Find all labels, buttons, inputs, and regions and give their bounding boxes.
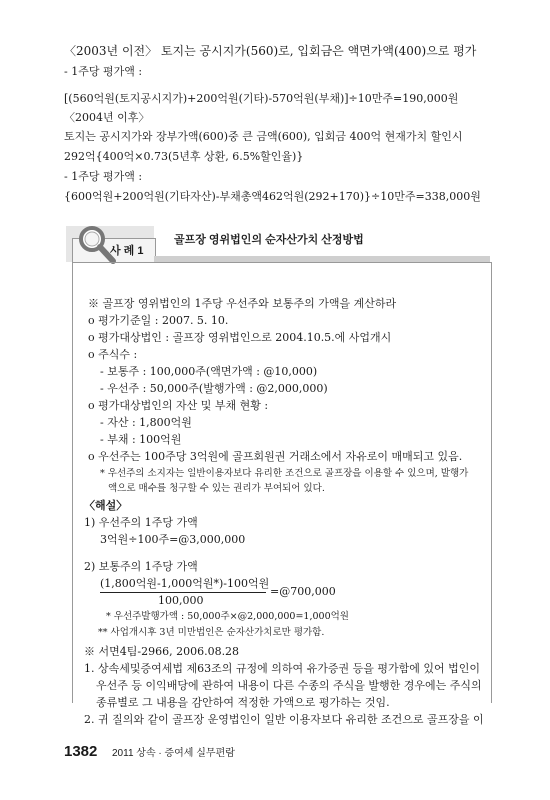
- valuation-label: - 1주당 평가액 :: [64, 170, 143, 183]
- footnote: * 우선주발행가액 : 50,000주×@2,000,000=1,000억원: [106, 611, 349, 622]
- case-fact: - 부채 : 100억원: [100, 433, 182, 446]
- ruling-text: 2. 귀 질의와 같이 골프장 운영법인이 일반 이용자보다 유리한 조건으로 골프장을 이: [84, 713, 484, 726]
- case-fact: - 보통주 : 100,000주(액면가액 : @10,000): [100, 365, 318, 378]
- case-title: 골프장 영위법인의 순자산가치 산정방법: [174, 234, 364, 246]
- case-note: * 우선주의 소지자는 일반이용자보다 유리한 조건으로 골프장을 이용할 수 있으며, 발행가: [100, 468, 469, 479]
- fraction-numerator: (1,800억원-1,000억원*)-100억원: [100, 577, 270, 590]
- case-fact: o 평가기준일 : 2007. 5. 10.: [88, 314, 229, 327]
- solution-heading: 〈해설〉: [84, 499, 128, 512]
- valuation-formula: {600억원+200억원(기타자산)-부채총액462억원(292+170)}÷10만주=338,000원: [64, 190, 481, 203]
- body-text: 292억{400억×0.73(5년후 상환, 6.5%할인율)}: [64, 150, 304, 163]
- case-fact: o 우선주는 100주당 3억원에 골프회원권 거래소에서 자유로이 매매되고 있음.: [88, 450, 463, 463]
- page-number: 1382: [64, 743, 98, 760]
- book-title: 2011 상속 · 증여세 실무편람: [112, 748, 235, 759]
- valuation-label: - 1주당 평가액 :: [64, 65, 143, 78]
- ruling-text: 종류별로 그 내용을 감안하여 적정한 가액으로 평가하는 것임.: [96, 696, 390, 709]
- fraction-bar: [100, 592, 266, 593]
- body-text: 토지는 공시지가와 장부가액(600)중 큰 금액(600), 입회금 400억 현재가치 할인시: [64, 130, 463, 143]
- period-heading-after-2004: 〈2004년 이후〉: [64, 111, 150, 124]
- case-label: 사 례 1: [110, 245, 144, 257]
- ruling-text: 우선주 등 이익배당에 관하여 내용이 다른 수종의 주식을 발행한 경우에는 주식의: [96, 679, 482, 692]
- case-question: ※ 골프장 영위법인의 1주당 우선주와 보통주의 가액을 계산하라: [88, 297, 397, 310]
- period-heading-before-2003: 〈2003년 이전〉 토지는 공시지가(560)로, 입회금은 액면가액(400)으로 평가: [64, 44, 477, 58]
- solution-value: 3억원÷100주=@3,000,000: [100, 533, 246, 546]
- case-note: 액으로 매수를 청구할 수 있는 권리가 부여되어 있다.: [108, 483, 325, 494]
- case-fact: o 평가대상법인의 자산 및 부채 현황 :: [88, 399, 269, 412]
- case-fact: o 주식수 :: [88, 348, 138, 361]
- case-fact: - 우선주 : 50,000주(발행가액 : @2,000,000): [100, 382, 328, 395]
- case-fact: - 자산 : 1,800억원: [100, 416, 192, 429]
- ruling-reference: ※ 서면4팀-2966, 2006.08.28: [84, 645, 240, 658]
- ruling-text: 1. 상속세및증여세법 제63조의 규정에 의하여 유가증권 등을 평가함에 있어 법인이: [84, 662, 480, 675]
- fraction-denominator: 100,000: [158, 594, 204, 607]
- valuation-formula: [(560억원(토지공시지가)+200억원(기타)-570억원(부채)]÷10만주=190,000원: [64, 92, 459, 105]
- solution-step: 1) 우선주의 1주당 가액: [84, 516, 198, 529]
- case-fact: o 평가대상법인 : 골프장 영위법인으로 2004.10.5.에 사업개시: [88, 331, 392, 344]
- solution-step: 2) 보통주의 1주당 가액: [84, 560, 198, 573]
- footnote: ** 사업개시후 3년 미만법인은 순자산가치로만 평가함.: [98, 627, 325, 638]
- fraction-result: =@700,000: [270, 585, 336, 598]
